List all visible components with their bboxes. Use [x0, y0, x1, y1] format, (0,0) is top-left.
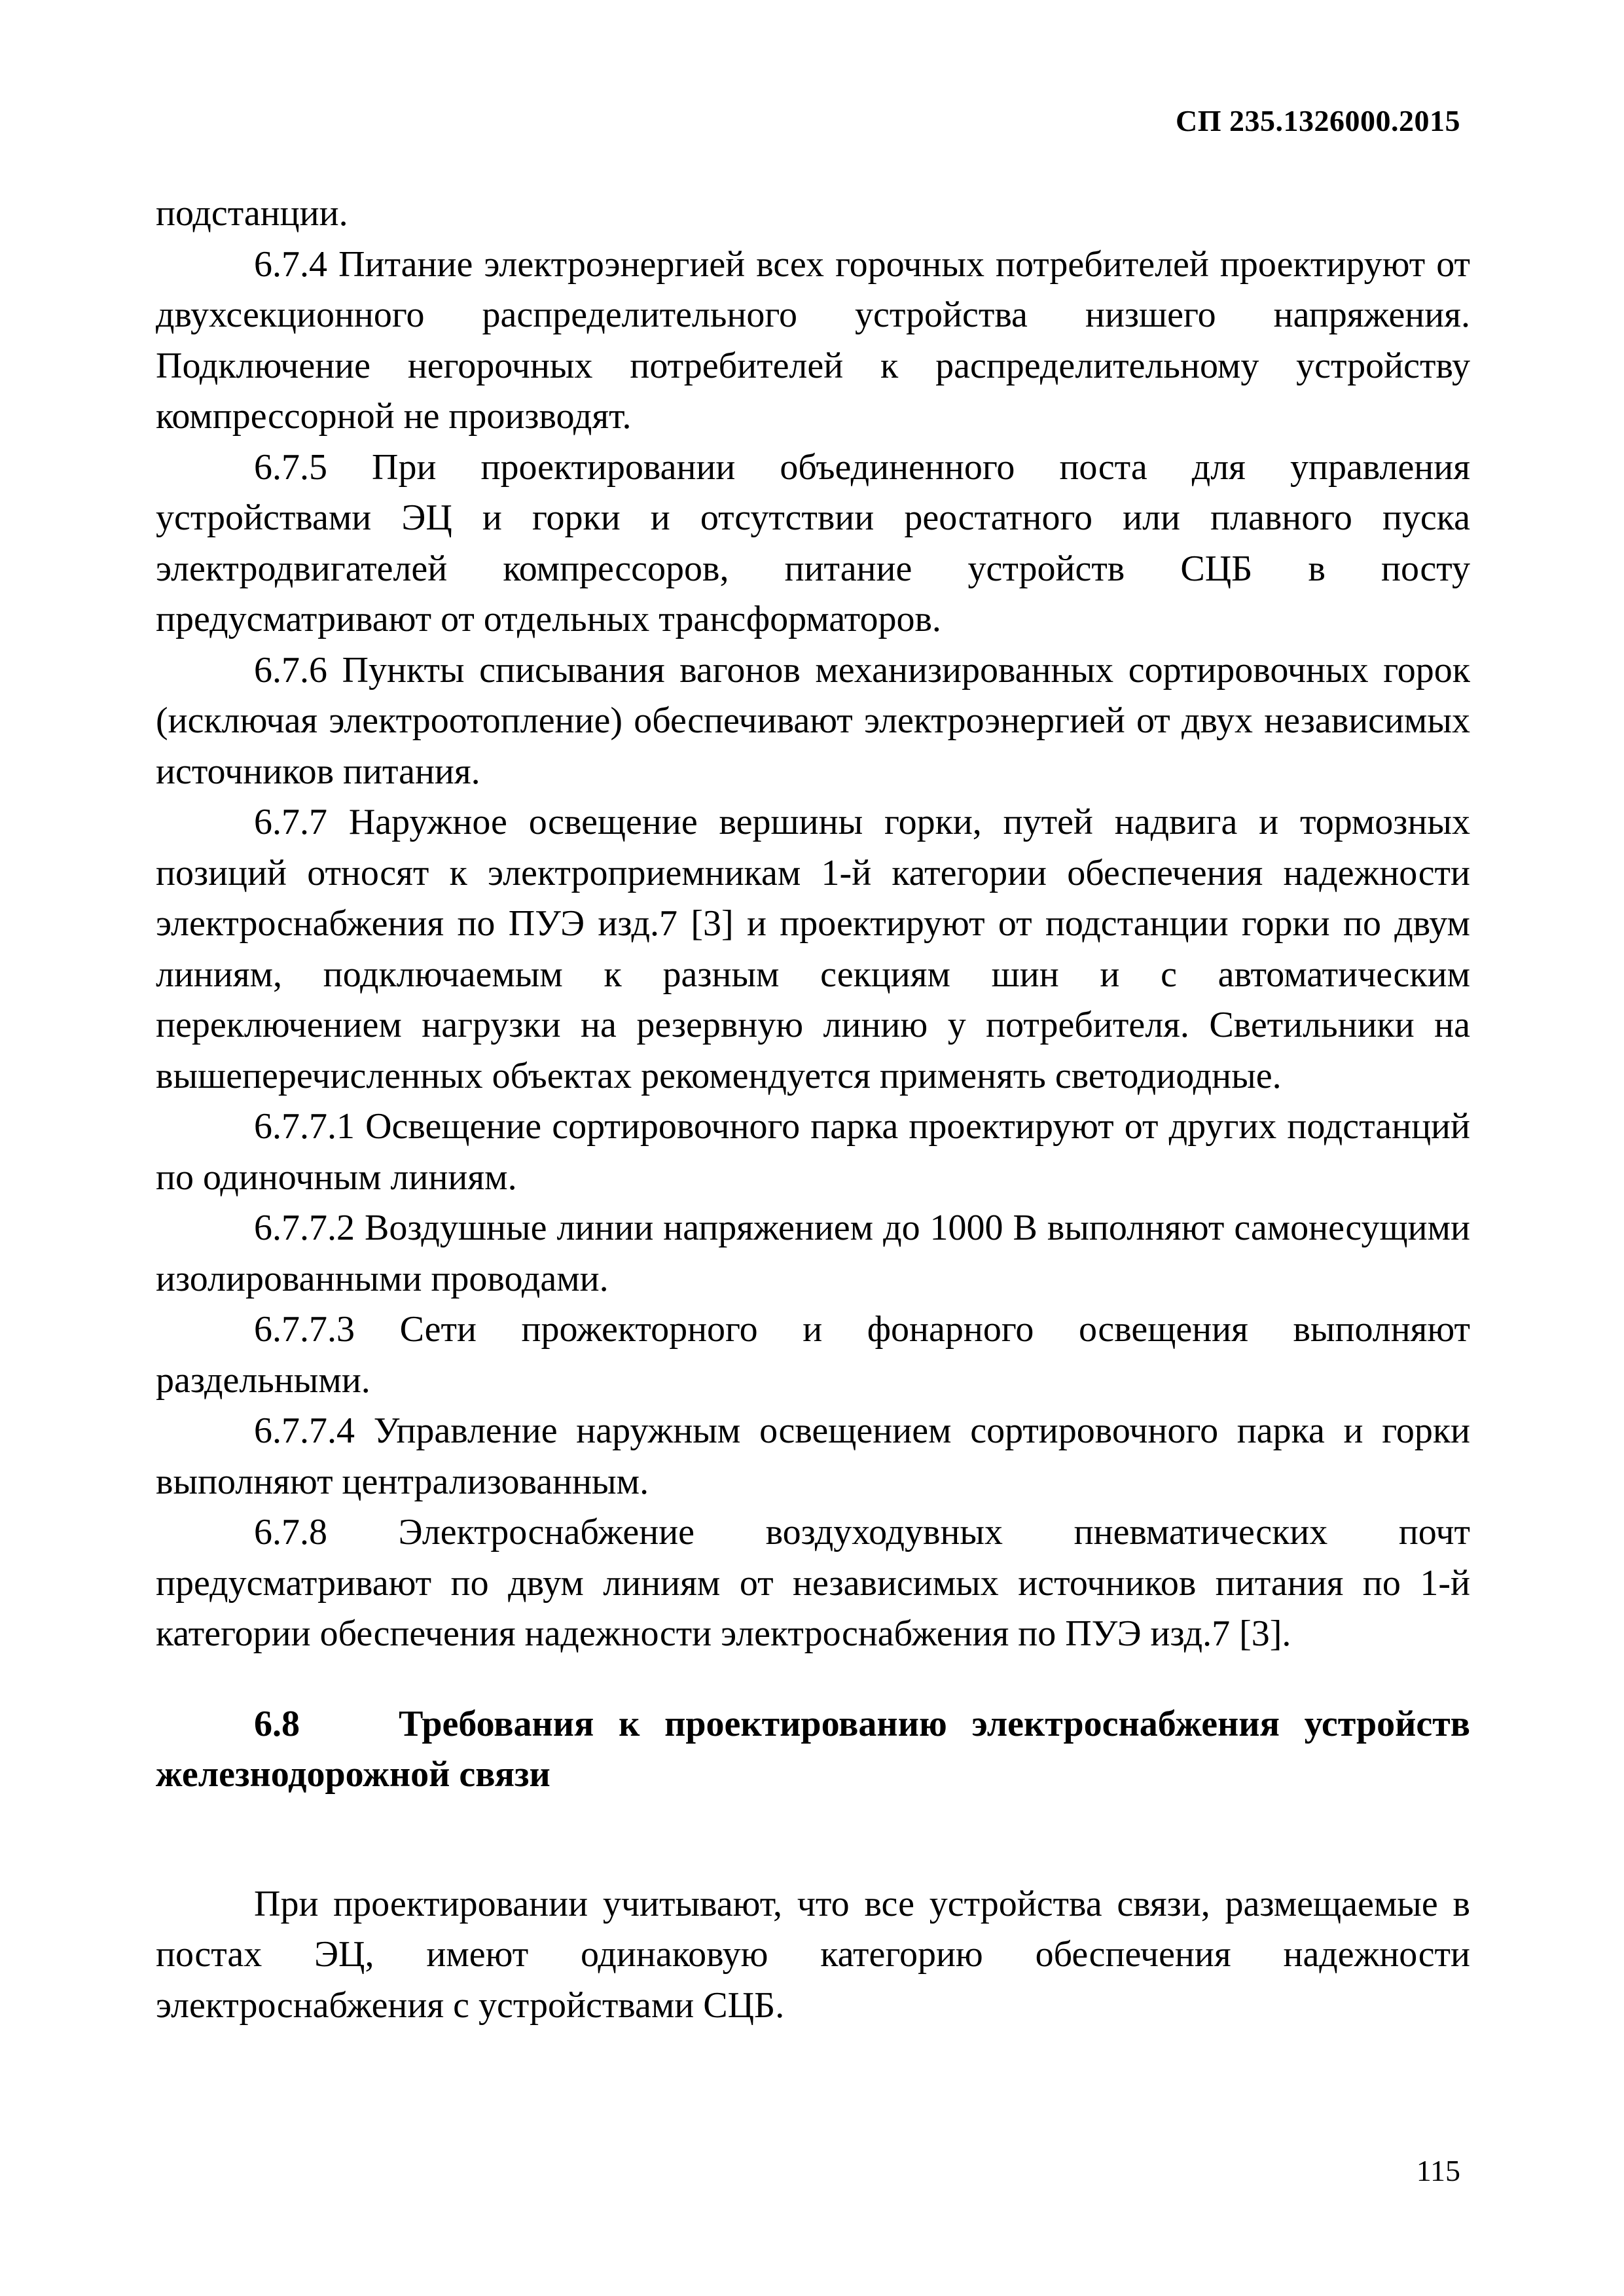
paragraph-6-7-5: 6.7.5 При проектировании объединенного поста для управления устройствами ЭЦ и горки и отсутствии реостатного или плавного пуска электродвигателей компрессоров, питание устройств СЦБ в посту предусматривают от отдельных трансформаторов. [156, 446, 1470, 639]
section-title: Требования к проектированию электроснабжения устройств железнодорожной связи [156, 1703, 1470, 1795]
paragraph-6-7-8: 6.7.8 Электроснабжение воздуходувных пневматических почт предусматривают по двум линиям от независимых источников питания по 1-й категории обеспечения надежности электроснабжения по ПУЭ изд.7 [3]. [156, 1512, 1470, 1654]
section-heading [156, 1699, 1470, 1801]
section-paragraph: При проектировании учитывают, что все устройства связи, размещаемые в постах ЭЦ, имеют одинаковую категорию обеспечения надежности электроснабжения с устройствами СЦБ. [156, 1883, 1470, 2026]
document-code: СП 235.1326000.2015 [1176, 104, 1460, 137]
paragraph-6-7-4: 6.7.4 Питание электроэнергией всех горочных потребителей проектируют от двухсекционного распределительного устройства низшего напряжения. Подключение негорочных потребителей к распределительному устройству компрессорной не производят. [156, 243, 1470, 437]
page-number: 115 [1416, 2154, 1460, 2187]
paragraph-6-7-6: 6.7.6 Пункты списывания вагонов механизированных сортировочных горок (исключая электроотопление) обеспечивают электроэнергией от двух независимых источников питания. [156, 649, 1470, 792]
document-body [156, 188, 1470, 2031]
paragraph-continuation: подстанции. [156, 193, 348, 234]
paragraph-6-7-7-4: 6.7.7.4 Управление наружным освещением сортировочного парка и горки выполняют централизованным. [156, 1410, 1470, 1502]
paragraph-6-7-7-3: 6.7.7.3 Сети прожекторного и фонарного освещения выполняют раздельными. [156, 1309, 1470, 1401]
section-number: 6.8 [254, 1703, 300, 1744]
paragraph-6-7-7-1: 6.7.7.1 Освещение сортировочного парка проектируют от других подстанций по одиночным линиям. [156, 1106, 1470, 1198]
paragraph-6-7-7-2: 6.7.7.2 Воздушные линии напряжением до 1000 В выполняют самонесущими изолированными проводами. [156, 1208, 1470, 1299]
paragraph-6-7-7: 6.7.7 Наружное освещение вершины горки, путей надвига и тормозных позиций относят к электроприемникам 1-й категории обеспечения надежности электроснабжения по ПУЭ изд.7 [3] и проектируют от подстанции горки по двум линиям, подключаемым к разным секциям шин и с автоматическим переключением нагрузки на резервную линию у потребителя. Светильники на вышеперечисленных объектах рекомендуется применять светодиодные. [156, 802, 1470, 1096]
